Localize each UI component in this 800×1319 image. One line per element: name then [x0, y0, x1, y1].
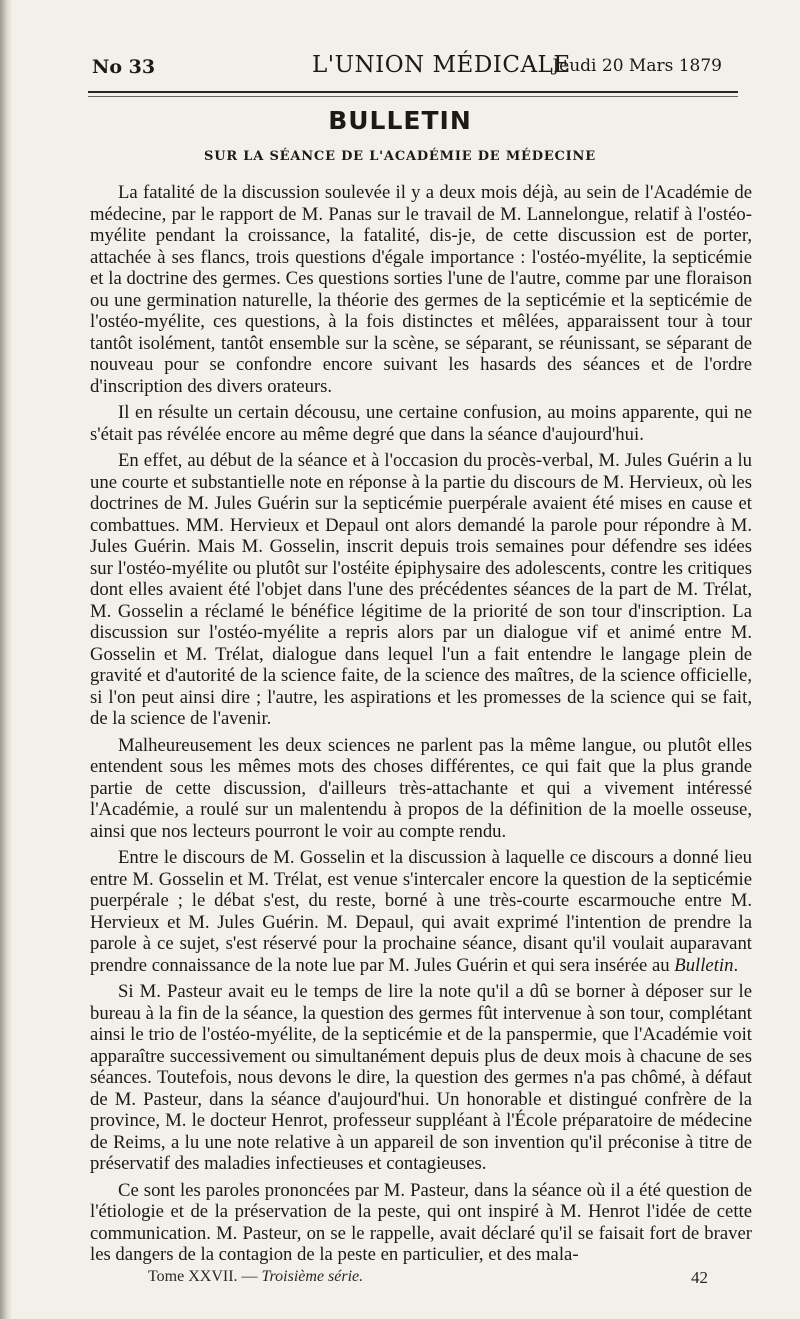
header-rule [88, 91, 738, 93]
paragraph: Si M. Pasteur avait eu le temps de lire la note qu'il a dû se borner à déposer sur le bureau à la fin de la séance, la question des germes fût intervenue à son tour, complétant ainsi le trio de l'ostéo-myélite, de la septicémie et de la panspermie, que l'Académie voit apparaître successivement ou simultanément depuis plus de deux mois à chacune de ses séances. Toutefois, nous devons le dire, la question des germes n'a pas chômé, à défaut de M. Pasteur, dans la séance d'aujourd'hui. Un honorable et distingué confrère de la province, M. le docteur Henrot, professeur suppléant à l'École préparatoire de médecine de Reims, a lu une note relative à un appareil de son invention qu'il préconise à titre de préservatif des maladies infectieuses et contagieuses. [90, 981, 752, 1174]
page-number: 42 [691, 1268, 708, 1287]
reference-suffix: . [733, 954, 739, 976]
page-header [92, 46, 732, 80]
paragraph-with-reference [90, 847, 752, 976]
paragraph: Il en résulte un certain décousu, une certaine confusion, au moins apparente, qui ne s'était pas révélée encore au même degré que dans la séance d'aujourd'hui. [90, 402, 752, 445]
issue-number: No 33 [92, 56, 156, 78]
paragraph: La fatalité de la discussion soulevée il y a deux mois déjà, au sein de l'Académie de médecine, par le rapport de M. Panas sur le travail de M. Lannelongue, relatif à l'ostéo-myélite pendant la croissance, la fatalité, dis-je, de cette discussion est de porter, attachée à ses flancs, trois questions d'égale importance : l'ostéo-myélite, la septicémie et la doctrine des germes. Ces questions sorties l'une de l'autre, comme par une floraison ou une germination naturelle, la théorie des germes de la septicémie et la septicémie de l'ostéo-myélite, ces questions, à la fois distinctes et mêlées, apparaissent tour à tour tantôt isolément, tantôt ensemble sur la scène, se séparant, se réunissant, se séparant de nouveau pour se confondre encore suivant les hasards des séances et de l'ordre d'inscription des divers orateurs. [90, 182, 752, 397]
series-label: Troisième série. [261, 1268, 364, 1285]
section-subtitle: SUR LA SÉANCE DE L'ACADÉMIE DE MÉDECINE [204, 149, 596, 164]
paragraph-text: Entre le discours de M. Gosselin et la discussion à laquelle ce discours a donné lieu entre M. Gosselin et M. Trélat, est venue s'intercaler encore la question de la septicémie puerpérale ; le débat s'est, du reste, borné à une très-courte escarmouche entre M. Hervieux et M. Jules Guérin. M. Depaul, qui avait exprimé l'intention de prendre la parole à ce sujet, s'est réservé pour la prochaine séance, disant qu'il voulait auparavant prendre connaissance de la note lue par M. Jules Guérin et qui sera insérée au [90, 847, 752, 976]
page-binding-edge [0, 0, 12, 1319]
issue-date: Jeudi 20 Mars 1879 [552, 56, 722, 76]
section-title: BULLETIN [328, 106, 472, 135]
header-rule-thin [88, 96, 738, 97]
paragraph: En effet, au début de la séance et à l'occasion du procès-verbal, M. Jules Guérin a lu une courte et substantielle note en réponse à la partie du discours de M. Hervieux, où les doctrines de M. Jules Guérin sur la septicémie puerpérale avaient été mises en cause et combattues. MM. Hervieux et Depaul ont alors demandé la parole pour répondre à M. Jules Guérin. Mais M. Gosselin, inscrit depuis trois semaines pour défendre ses idées sur l'ostéo-myélite ou plutôt sur l'ostéite épiphysaire des adolescents, contre les critiques dont elles avaient été l'objet dans l'une des précédentes séances de la part de M. Trélat, M. Gosselin a réclamé le bénéfice légitime de la priorité de son tour d'inscription. La discussion sur l'ostéo-myélite a repris alors par un dialogue vif et animé entre M. Gosselin et M. Trélat, dialogue dans lequel l'un a fait entendre le langage plein de gravité et d'autorité de la science faite, de la science des maîtres, de la science officielle, si l'on peut ainsi dire ; l'autre, les aspirations et les promesses de la science qui se fait, de la science de l'avenir. [90, 450, 752, 729]
italic-reference: Bulletin [674, 954, 734, 976]
page-footer [148, 1268, 708, 1286]
paragraph: Ce sont les paroles prononcées par M. Pasteur, dans la séance où il a été question de l'étiologie et de la préservation de la peste, qui ont inspiré à M. Henrot l'idée de cette communication. M. Pasteur, on se le rappelle, avait déclaré qu'il se faisait fort de braver les dangers de la contagion de la peste en particulier, et des mala- [90, 1179, 752, 1265]
paragraph: Malheureusement les deux sciences ne parlent pas la même langue, ou plutôt elles entendent sous les mêmes mots des choses différentes, ce qui fait que la plus grande partie de cette discussion, d'ailleurs très-attachante et qui a vivement intéressé l'Académie, a roulé sur un malentendu à propos de la définition de la moelle osseuse, ainsi que nos lecteurs pourront le voir au compte rendu. [90, 734, 752, 842]
tome-label: Tome XXVII. — [148, 1268, 258, 1285]
journal-title: L'UNION MÉDICALE [312, 52, 571, 78]
article-body [90, 182, 752, 1271]
